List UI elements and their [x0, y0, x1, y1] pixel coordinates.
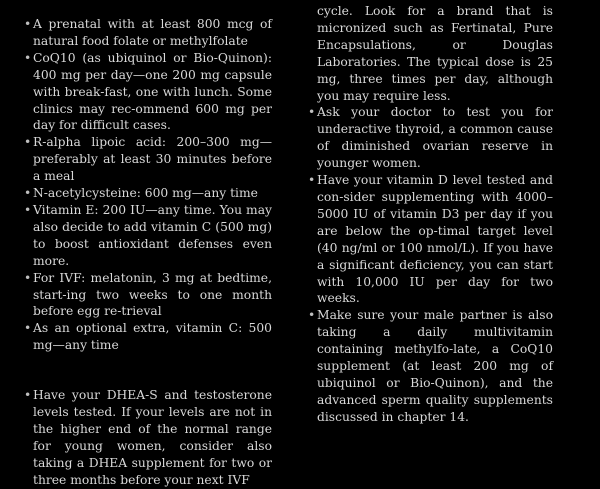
list-item-text: CoQ10 (as ubiquinol or Bio-Quinon): 400 mg per day—one 200 mg capsule with break-fast, one with lunch. Some clinics may rec-ommend 600 mg per day for difficult cases.	[33, 50, 272, 133]
bullet-icon: •	[24, 186, 32, 201]
bullet-icon: •	[24, 270, 32, 285]
recommendation-list	[24, 387, 272, 488]
list-item-text: Vitamin E: 200 IU—any time. You may also decide to add vitamin C (500 mg) to boost antioxidant defenses even more.	[33, 202, 272, 268]
bullet-icon: •	[308, 105, 316, 120]
list-item	[24, 270, 272, 321]
recommendation-list-continued	[308, 104, 553, 425]
list-item-text: As an optional extra, vitamin C: 500 mg—any time	[33, 321, 272, 353]
list-item	[24, 16, 272, 50]
left-column	[24, 16, 272, 489]
bullet-icon: •	[308, 308, 316, 323]
list-item	[24, 202, 272, 270]
list-item	[24, 134, 272, 185]
bullet-icon: •	[24, 50, 32, 65]
list-item-text: Ask your doctor to test you for underactive thyroid, a common cause of diminished ovarian reserve in younger women.	[317, 105, 553, 171]
list-item-text: A prenatal with at least 800 mcg of natural food folate or methylfolate	[33, 17, 272, 48]
list-item-text: R-alpha lipoic acid: 200–300 mg—preferably at least 30 minutes before a meal	[33, 135, 272, 184]
list-item	[308, 307, 553, 425]
continued-paragraph: cycle. Look for a brand that is micronized such as Fertinatal, Pure Encapsulations, or Douglas Laboratories. The typical dose is 25 mg, three times per day, although you may require less.	[317, 4, 553, 103]
list-item	[24, 387, 272, 488]
list-item	[24, 185, 272, 202]
bullet-icon: •	[24, 17, 32, 31]
bullet-icon: •	[24, 202, 32, 217]
list-item-text: Have your DHEA-S and testosterone levels tested. If your levels are not in the higher end of the normal range for young women, consider also taking a DHEA supplement for two or three months before your next IVF	[33, 388, 272, 487]
list-item-text: Have your vitamin D level tested and con-sider supplementing with 4000–5000 IU of vitamin D3 per day if you are below the op-timal target level (40 ng/ml or 100 nmol/L). If you have a significant deficiency, you can start with 10,000 IU per day for two weeks.	[317, 173, 553, 306]
right-column	[308, 3, 553, 426]
list-item	[308, 172, 553, 307]
list-item	[24, 320, 272, 354]
supplement-list	[24, 16, 272, 354]
bullet-icon: •	[24, 388, 32, 403]
list-item	[24, 50, 272, 135]
list-item-text: N-acetylcysteine: 600 mg—any time	[33, 186, 258, 201]
bullet-icon: •	[24, 321, 32, 336]
bullet-icon: •	[24, 135, 32, 150]
list-item-text: For IVF: melatonin, 3 mg at bedtime, start-ing two weeks to one month before egg re-trieval	[33, 270, 272, 319]
list-item	[308, 104, 553, 172]
section-gap	[24, 354, 272, 387]
bullet-icon: •	[308, 173, 316, 188]
list-item-text: Make sure your male partner is also taking a daily multivitamin containing methylfo-late, a CoQ10 supplement (at least 200 mg of ubiquinol or Bio-Quinon), and the advanced sperm quality supplements discussed in chapter 14.	[317, 308, 553, 424]
